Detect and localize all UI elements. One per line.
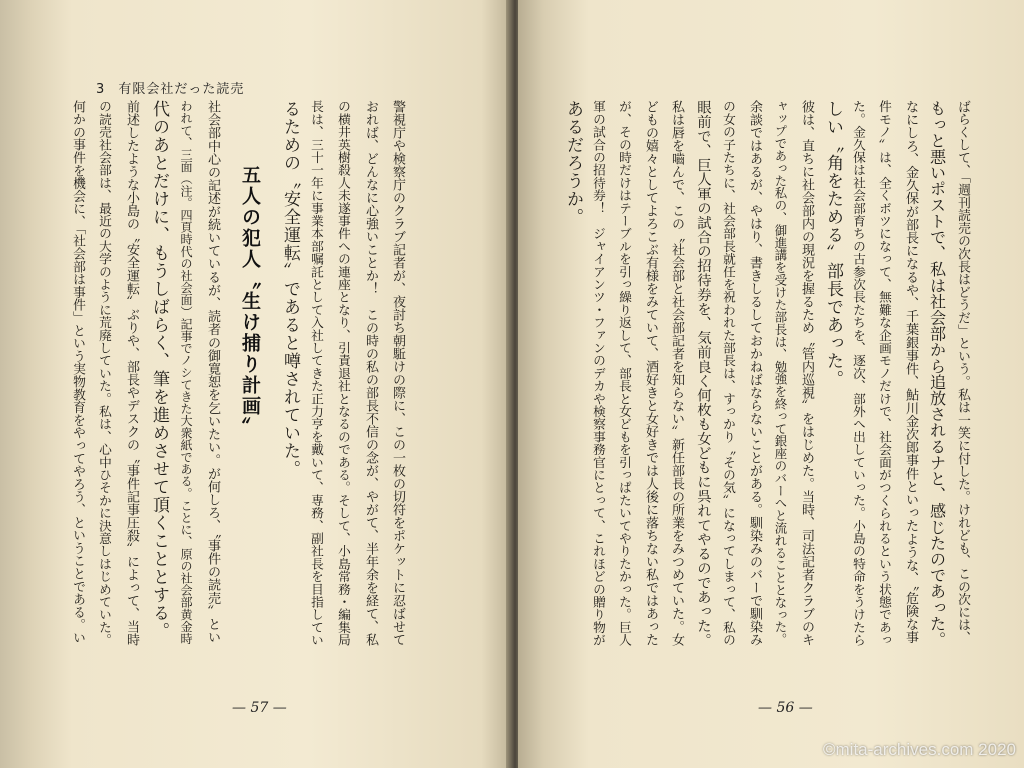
text-line: 私は唇を嚙んで、この〝社会部と社会部記者を知らない〟新任部長の所業をみつめていた。女 (669, 100, 684, 646)
chapter-title: 有限会社だった読売 (118, 82, 245, 97)
section-heading: 五人の犯人〝生け捕り計画〟 (239, 165, 261, 438)
text-line: が、その時だけはテーブルを引っ繰り返して、部長と女どもを引っぱたいてやりたかった。巨人 (617, 100, 632, 647)
text-line: るための〝安全運転〟であると噂されていた。 (280, 100, 300, 478)
text-line: 警視庁や検察庁のクラブ記者が、夜討ち朝駈けの際に、この一枚の切符をポケットに忍ばせて (390, 100, 405, 646)
text-line: 前述したような小島の〝安全運転〟ぶりや、部長やデスクの〝事件記事圧殺〟によって、当時 (124, 100, 139, 646)
chapter-number: 3 (96, 82, 106, 97)
text-line: 何かの事件を機会に、「社会部は事件」という実物教育をやってやろう、ということである。い (70, 100, 85, 644)
text-line: おれば、どんなに心強いことか！ この時の私の部長不信の念が、やがて、半年余を経て、私 (363, 100, 378, 646)
text-line: しい〝角をためる〟部長であった。 (823, 100, 843, 388)
right-page (518, 0, 1024, 768)
text-line: の読売社会部は、最近の大学のように荒廃していた。私は、心中ひそかに決意しはじめていた。 (97, 100, 112, 647)
text-line: あるだろうか。 (563, 100, 583, 226)
text-line: 彼は、直ちに社会部内の現況を握るため〝管内巡視〟をはじめた。当時、司法記者クラブのキ (799, 100, 814, 646)
text-line: 長は、三十一年に事業本部嘱託として入社してきた正力亨を戴いて、専務、副社長を目指してい (309, 100, 324, 647)
text-line: た。金久保は社会部育ちの古参次長たちを、逐次、部外へ出していった。小島の特命をうけたら (851, 100, 866, 647)
running-head (96, 78, 244, 97)
text-line: ばらくして、「週刊読売の次長はどうだ」という。私は一笑に付した。けれども、この次には、 (955, 100, 970, 644)
text-line: 代のあとだけに、もうしばらく、筆を進めさせて頂くこととする。 (149, 100, 169, 640)
text-line: 社会部中心の記述が続いているが、読者の御寛恕を乞いたい。が何しろ、〝事件の読売〟とい (205, 100, 220, 644)
text-line: 余談ではあるが、やはり、書きしるしておかねばならないことがある。馴染みのバーで馴染み (747, 100, 762, 646)
text-line: もっと悪いポストで、私は社会部から追放されるナと、感じたのであった。 (927, 100, 946, 648)
text-line: の女の子たちに、社会部長就任を祝われた部長は、すっかり〝その気〟になってしまって、私の (721, 100, 736, 647)
text-line: ャップであった私の、御進講を受けた部長は、勉強を終って銀座のバーへと流れることとなった。 (773, 100, 788, 646)
text-line: 軍の試合の招待券！ ジャイアンツ・ファンのデカや検察事務官にとって、これほどの贈り物が (591, 100, 606, 647)
text-line: なにしろ、金久保が部長になるや、千葉銀事件、鮎川金次郎事件といったような、〝危険な事 (903, 100, 918, 644)
page-number: — 57 — (232, 700, 287, 716)
text-line: われて、三面（注。四頁時代の社会面）記事でノシてきた大衆紙である。ことに、原の社会部黄金時 (179, 100, 193, 645)
page-number: — 56 — (758, 700, 813, 716)
text-line: 眼前で、巨人軍の試合の招待券を、気前良く何枚も女どもに呉れてやるのであった。 (695, 100, 711, 648)
text-line: の横井英樹殺人未遂事件への連座となり、引責退社となるのである。そして、小島常務・編集局 (336, 100, 351, 647)
watermark: ©mita-archives.com 2020 (823, 740, 1016, 759)
text-line: 件モノ〟は、全くボツになって、無難な企画モノだけで、社会面がつくられるという状態であっ (877, 100, 892, 647)
text-line: どもの嬉々としてよろこぶ有様をみていて、酒好きと女好きでは人後に落ちない私ではあった (643, 100, 658, 646)
